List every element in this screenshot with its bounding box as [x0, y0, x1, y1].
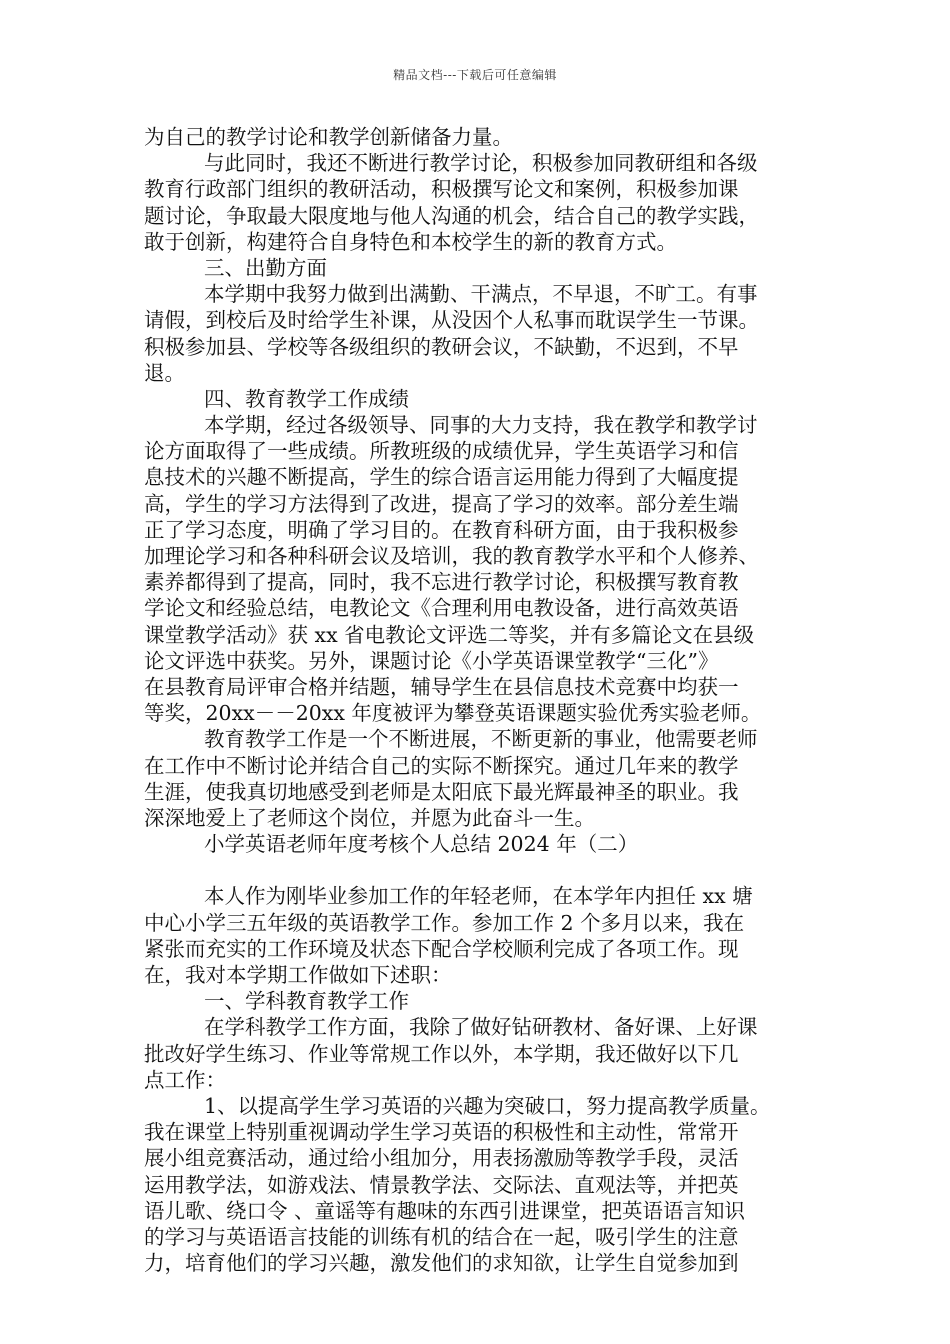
text-line: 论文评选中获奖。另外，课题讨论《小学英语课堂教学“三化”》 [144, 648, 719, 673]
blank-line [144, 857, 824, 883]
text-line: 正了学习态度，明确了学习目的。在教育科研方面，由于我积极参 [144, 517, 739, 542]
text-line: 运用教学法，如游戏法、情景教学法、交际法、直观法等，并把英 [144, 1172, 739, 1197]
document-body [144, 124, 824, 1276]
text-line: 论方面取得了一些成绩。所教班级的成绩优异，学生英语学习和信 [144, 439, 739, 464]
text-line: 课堂教学活动》获 xx 省电教论文评选二等奖，并有多篇论文在县级 [144, 622, 755, 647]
text-line: 素养都得到了提高，同时，我不忘进行教学讨论，积极撰写教育教 [144, 570, 739, 595]
text-line: 教育行政部门组织的教研活动，积极撰写论文和案例，积极参加课 [144, 177, 739, 202]
text-line: 在工作中不断讨论并结合自己的实际不断探究。通过几年来的教学 [144, 753, 739, 778]
text-line: 四、教育教学工作成绩 [204, 386, 409, 411]
text-line: 一、学科教育教学工作 [204, 989, 409, 1014]
text-line: 1、以提高学生学习英语的兴趣为突破口，努力提高教学质量。 [204, 1093, 771, 1118]
text-line: 请假，到校后及时给学生补课，从没因个人私事而耽误学生一节课。 [144, 308, 759, 333]
text-line: 语儿歌、绕口令 、童谣等有趣味的东西引进课堂，把英语语言知识 [144, 1198, 746, 1223]
text-line: 的学习与英语语言技能的训练有机的结合在一起，吸引学生的注意 [144, 1224, 739, 1249]
text-line: 我在课堂上特别重视调动学生学习英语的积极性和主动性，常常开 [144, 1120, 739, 1145]
text-line: 本学期，经过各级领导、同事的大力支持，我在教学和教学讨 [204, 413, 758, 438]
text-line: 小学英语老师年度考核个人总结 2024 年（二） [204, 832, 639, 857]
text-line: 教育教学工作是一个不断进展，不断更新的事业，他需要老师 [204, 727, 758, 752]
text-line: 本人作为刚毕业参加工作的年轻老师，在本学年内担任 xx 塘 [204, 884, 753, 909]
text-line: 点工作： [144, 1067, 226, 1092]
page-header: 精品文档---下载后可任意编辑 [393, 68, 557, 82]
text-line: 与此同时，我还不断进行教学讨论，积极参加同教研组和各级 [204, 151, 758, 176]
text-line: 三、出勤方面 [204, 255, 327, 280]
text-line: 敢于创新，构建符合自身特色和本校学生的新的教育方式。 [144, 229, 677, 254]
text-line: 息技术的兴趣不断提高，学生的综合语言运用能力得到了大幅度提 [144, 465, 739, 490]
text-line: 在学科教学工作方面，我除了做好钻研教材、备好课、上好课 [204, 1015, 758, 1040]
text-line: 展小组竞赛活动，通过给小组加分，用表扬激励等教学手段，灵活 [144, 1146, 739, 1171]
text-line: 生涯，使我真切地感受到老师是太阳底下最光辉最神圣的职业。我 [144, 779, 739, 804]
text-line: 本学期中我努力做到出满勤、干满点，不早退，不旷工。有事 [204, 282, 758, 307]
text-line: 等奖，20xx－－20xx 年度被评为攀登英语课题实验优秀实验老师。 [144, 701, 762, 726]
text-line: 在县教育局评审合格并结题，辅导学生在县信息技术竞赛中均获一 [144, 674, 739, 699]
text-line: 紧张而充实的工作环境及状态下配合学校顺利完成了各项工作。现 [144, 936, 739, 961]
text-line: 积极参加县、学校等各级组织的教研会议，不缺勤，不迟到，不早 [144, 334, 739, 359]
text-line: 为自己的教学讨论和教学创新储备力量。 [144, 125, 513, 149]
text-line: 退。 [144, 360, 185, 385]
text-line: 在，我对本学期工作做如下述职： [144, 963, 452, 987]
text-line: 中心小学三五年级的英语教学工作。参加工作 2 个多月以来，我在 [144, 910, 745, 935]
text-line: 加理论学习和各种科研会议及培训，我的教育教学水平和个人修养、 [144, 544, 759, 568]
text-line: 深深地爱上了老师这个岗位，并愿为此奋斗一生。 [144, 805, 595, 830]
text-line: 题讨论，争取最大限度地与他人沟通的机会，结合自己的教学实践， [144, 203, 759, 228]
text-line: 高，学生的学习方法得到了改进，提高了学习的效率。部分差生端 [144, 491, 739, 516]
text-line: 力，培育他们的学习兴趣，激发他们的求知欲，让学生自觉参加到 [144, 1251, 739, 1276]
text-line: 批改好学生练习、作业等常规工作以外，本学期，我还做好以下几 [144, 1041, 739, 1066]
text-line: 学论文和经验总结，电教论文《合理利用电教设备，进行高效英语 [144, 596, 739, 621]
